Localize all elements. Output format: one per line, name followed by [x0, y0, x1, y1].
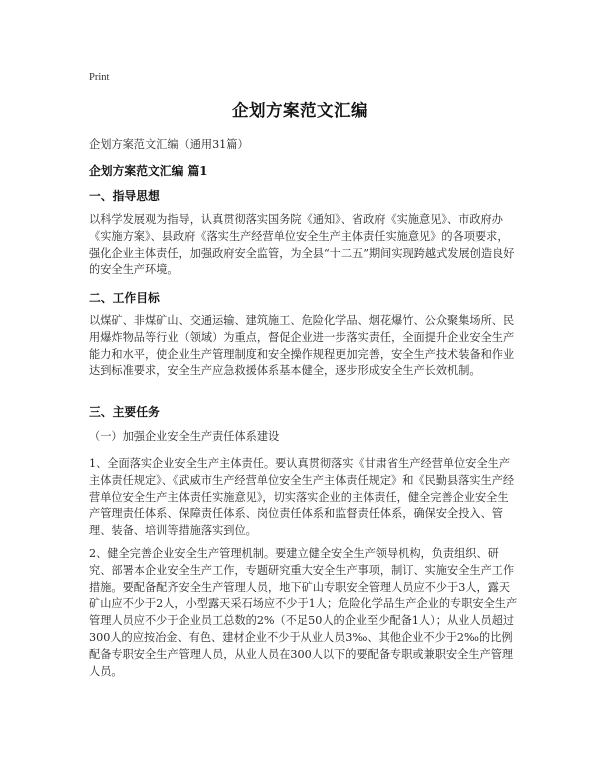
task-item-2: 2、健全完善企业安全生产管理机制。要建立健全安全生产领导机构，负责组织、研究、部署本企业安全生产工作，专题研究重大安全生产事项，制订、实施安全生产工作措施。要配备配齐安全生产管理人员，地下矿山专职安全管理人员应不少于3人，露天矿山应不少于2人，小型露天采石场应不少于1人；危险化学品生产企业的专职安全生产管理人员应不少于企业员工总数的2%（不足50人的企业至少配备1人）；从业人员超过300人的应按冶金、有色、建材企业不少于从业人员3‰、其他企业不少于2‰的比例配备专职安全生产管理人员，从业人员在300人以下的要配备专职或兼职安全生产管理人员。	[89, 547, 518, 678]
piece-title: 企划方案范文汇编 篇1	[89, 164, 208, 178]
task-item-1: 1、全面落实企业安全生产主体责任。要认真贯彻落实《甘肃省生产经营单位安全生产主体责任规定》、《武威市生产经营单位安全生产主体责任规定》和《民勤县落实生产经营单位安全生产主体责任实施意见》，切实落实企业的主体责任，健全完善企业安全生产管理责任体系、保障责任体系、岗位责任体系和监督责任体系，确保安全投入、管理、装备、培训等措施落实到位。	[89, 457, 515, 538]
document-subtitle: 企划方案范文汇编（通用31篇）	[89, 138, 249, 151]
section-text-guiding-ideology: 以科学发展观为指导，认真贯彻落实国务院《通知》、省政府《实施意见》、市政府办《实施方案》、县政府《落实生产经营单位安全生产主体责任实施意见》的各项要求，强化企业主体责任，加强政府安全监管，为全县“十二五”期间实现跨越式发展创造良好的安全生产环境。	[89, 213, 515, 277]
print-link[interactable]: Print	[89, 72, 110, 83]
section-heading-work-goals: 二、工作目标	[89, 291, 160, 305]
section-heading-guiding-ideology: 一、指导思想	[89, 189, 160, 203]
section-heading-main-tasks: 三、主要任务	[89, 405, 160, 419]
task-heading-responsibility-system: （一）加强企业安全生产责任体系建设	[89, 430, 280, 443]
page-title: 企划方案范文汇编	[232, 101, 368, 120]
section-text-work-goals: 以煤矿、非煤矿山、交通运输、建筑施工、危险化学品、烟花爆竹、公众聚集场所、民用爆炸物品等行业（领域）为重点，督促企业进一步落实责任，全面提升企业安全生产能力和水平，使企业生产管理制度和安全操作规程更加完善，安全生产技术装备和作业达到标准要求，安全生产应急救援体系基本健全，逐步形成安全生产长效机制。	[89, 314, 515, 378]
